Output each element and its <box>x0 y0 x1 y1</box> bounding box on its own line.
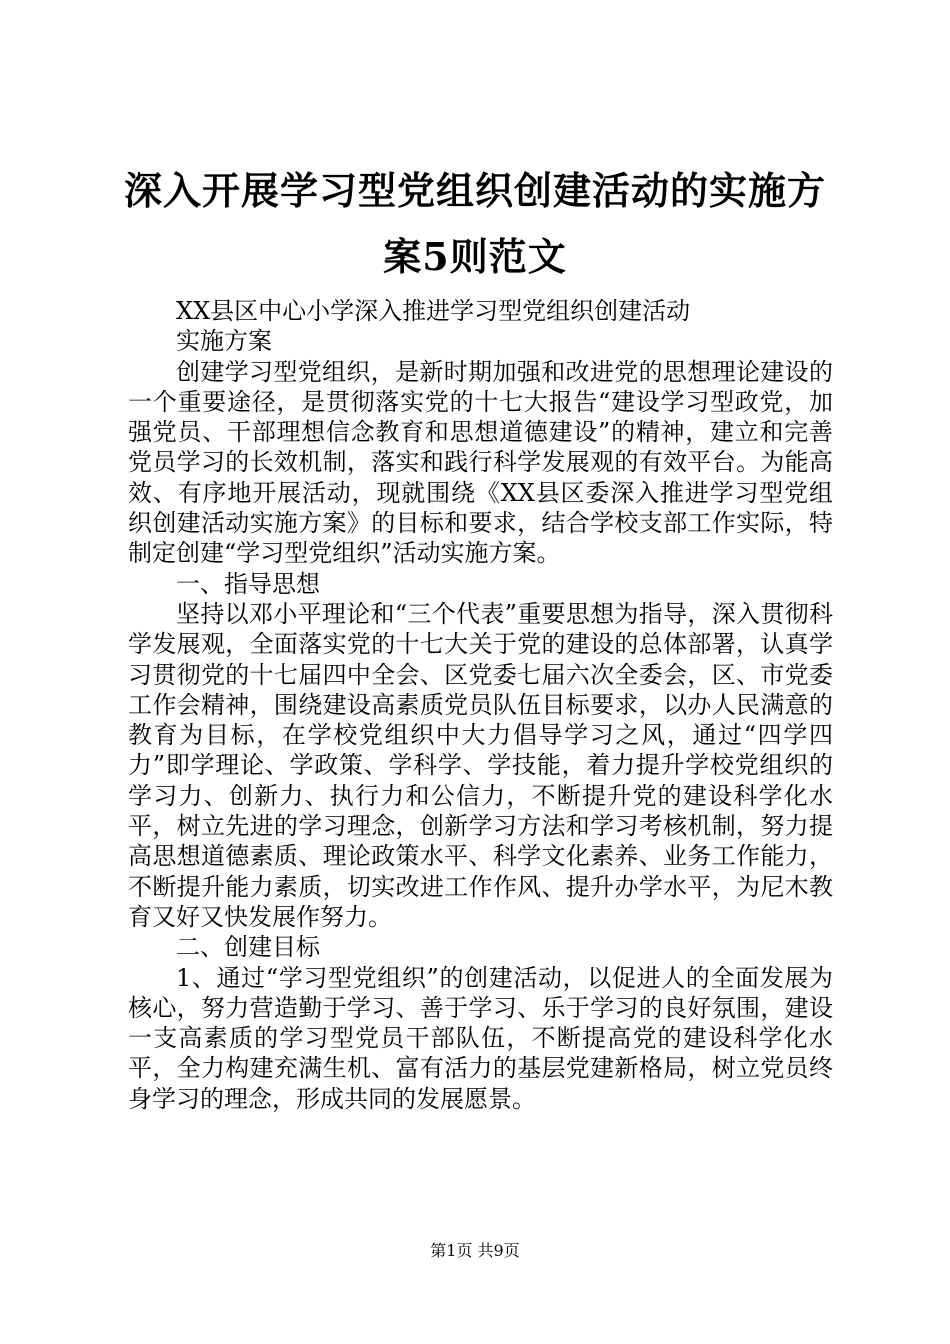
document-body <box>128 296 833 1114</box>
document-title: 深入开展学习型党组织创建活动的实施方案5则范文 <box>123 168 826 279</box>
page-number-footer: 第1页 共9页 <box>430 1241 520 1260</box>
paragraph-guiding-ideology: 坚持以邓小平理论和“三个代表”重要思想为指导，深入贯彻科学发展观，全面落实党的十七大关于党的建设的总体部署，认真学习贯彻党的十七届四中全会、区党委七届六次全委会，区、市党委工作会精神，围绕建设高素质党员队伍目标要求，以办人民满意的教育为目标，在学校党组织中大力倡导学习之风，通过“四学四力”即学理论、学政策、学科学、学技能，着力提升学校党组织的学习力、创新力、执行力和公信力，不断提升党的建设科学化水平，树立先进的学习理念，创新学习方法和学习考核机制，努力提高思想道德素质、理论政策水平、科学文化素养、业务工作能力，不断提升能力素质，切实改进工作作风、提升办学水平，为尼木教育又好又快发展作努力。 <box>128 599 833 931</box>
section-heading-goals: 二、创建目标 <box>176 933 320 962</box>
paragraph-goal-1: 1、通过“学习型党组织”的创建活动，以促进人的全面发展为核心，努力营造勤于学习、善于学习、乐于学习的良好氛围，建设一支高素质的学习型党员干部队伍，不断提高党的建设科学化水平，全力构建充满生机、富有活力的基层党建新格局，树立党员终身学习的理念，形成共同的发展愿景。 <box>128 963 833 1113</box>
paragraph-intro: 创建学习型党组织，是新时期加强和改进党的思想理论建设的一个重要途径，是贯彻落实党的十七大报告“建设学习型政党，加强党员、干部理想信念教育和思想道德建设”的精神，建立和完善党员学习的长效机制，落实和践行科学发展观的有效平台。为能高效、有序地开展活动，现就围绕《XX县区委深入推进学习型党组织创建活动实施方案》的目标和要求，结合学校支部工作实际，特制定创建“学习型党组织”活动实施方案。 <box>128 357 833 568</box>
paragraph-subtitle-line2: 实施方案 <box>176 327 272 356</box>
section-heading-guiding-ideology: 一、指导思想 <box>176 569 320 598</box>
paragraph-subtitle-line1: XX县区中心小学深入推进学习型党组织创建活动 <box>176 297 691 325</box>
